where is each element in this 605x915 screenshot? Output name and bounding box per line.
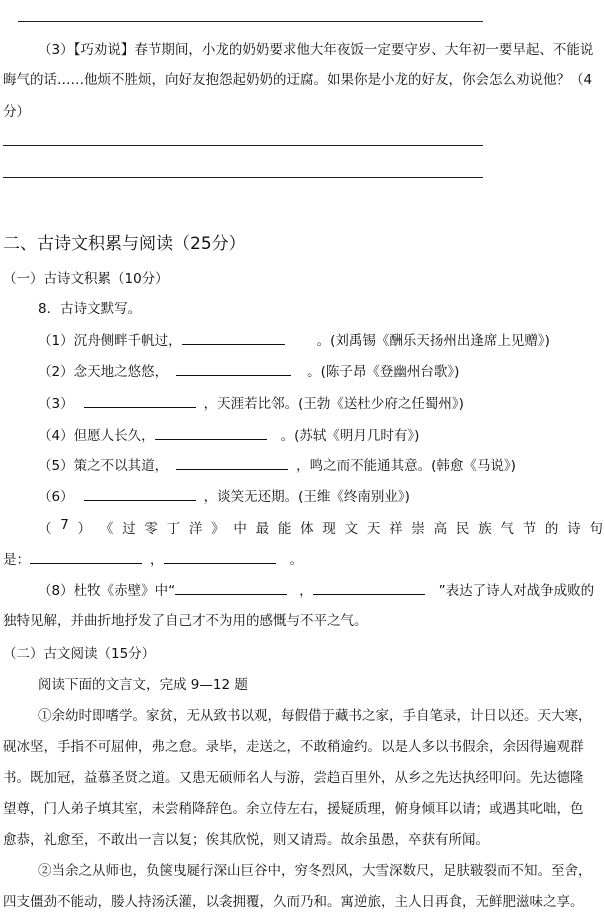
q3-line3: 分） bbox=[3, 104, 30, 120]
dictation-item-7-line1: （ 7 ） 《 过 零 丁 洋 》 中 最 能 体 现 文 天 祥 崇 高 民 族 气 节 的 诗 句 bbox=[38, 517, 603, 537]
classical-text-p1-l3: 书。既加冠，益慕圣贤之道。又患无硕师名人与游，尝趋百里外，从乡之先达执经叩问。先达德隆 bbox=[3, 770, 584, 786]
answer-blank[interactable] bbox=[176, 455, 288, 470]
classical-text-p1-l1: ①余幼时即嗜学。家贫，无从致书以观，每假借于藏书之家，手自笔录，计日以还。天大寒， bbox=[38, 708, 592, 724]
dictation-item-8-line2: 独特见解，并曲折地抒发了自己才不为用的感慨与不平之气。 bbox=[3, 613, 368, 629]
dictation-item-7-line2: 是： ， 。 bbox=[3, 548, 303, 568]
classical-text-p1-l4: 望尊，门人弟子填其室，未尝稍降辞色。余立侍左右，援疑质理，俯身倾耳以请；或遇其叱咄，色 bbox=[3, 801, 584, 817]
answer-blank[interactable] bbox=[84, 393, 196, 408]
dictation-item-6: （6） ，谈笑无还期。(王维《终南别业》) bbox=[38, 485, 410, 505]
dictation-item-1: （1）沉舟侧畔千帆过， 。(刘禹锡《酬乐天扬州出逢席上见赠》) bbox=[38, 329, 550, 349]
answer-blank[interactable] bbox=[176, 361, 291, 376]
answer-blank[interactable] bbox=[155, 425, 267, 440]
dictation-item-4: （4）但愿人长久， 。(苏轼《明月几时有》) bbox=[38, 424, 419, 444]
section2-title: 二、古诗文积累与阅读（25分） bbox=[3, 234, 246, 254]
classical-text-p1-l2: 砚冰坚，手指不可屈伸，弗之怠。录毕，走送之，不敢稍逾约。以是人多以书假余，余因得遍观群 bbox=[3, 739, 584, 755]
part2-heading: （二）古文阅读（15分） bbox=[3, 646, 156, 662]
dictation-item-5: （5）策之不以其道， ，鸣之而不能通其意。(韩愈《马说》) bbox=[38, 454, 516, 474]
q3-line2: 晦气的话……他烦不胜烦，向好友抱怨起奶奶的迂腐。如果你是小龙的好友，你会怎么劝说他？（4 bbox=[3, 72, 593, 88]
classical-text-p1-l5: 愈恭，礼愈至，不敢出一言以复；俟其欣悦，则又请焉。故余虽愚，卒获有所闻。 bbox=[3, 832, 489, 848]
dictation-item-3: （3） ，天涯若比邻。(王勃《送杜少府之任蜀州》) bbox=[38, 392, 464, 412]
q3-line1: （3）【巧劝说】春节期间，小龙的奶奶要求他大年夜饭一定要守岁、大年初一要早起、不能说 bbox=[38, 42, 594, 58]
reading-intro: 阅读下面的文言文，完成 9—12 题 bbox=[38, 677, 248, 693]
answer-line-2 bbox=[3, 177, 483, 178]
answer-line-top bbox=[18, 21, 483, 22]
part1-heading: （一）古诗文积累（10分） bbox=[3, 271, 169, 287]
answer-blank[interactable] bbox=[182, 330, 285, 345]
answer-blank[interactable] bbox=[30, 549, 142, 564]
dictation-item-8-line1: （8）杜牧《赤壁》中“ ， ”表达了诗人对战争成败的 bbox=[38, 579, 594, 599]
answer-blank[interactable] bbox=[164, 549, 276, 564]
answer-line-1 bbox=[3, 145, 483, 146]
classical-text-p2-l1: ②当余之从师也，负箧曳屣行深山巨谷中，穷冬烈风，大雪深数尺，足肤皲裂而不知。至舍， bbox=[38, 863, 592, 879]
classical-text-p2-l2: 四支僵劲不能动，媵人持汤沃灌，以衾拥覆，久而乃和。寓逆旅，主人日再食，无鲜肥滋味之享。 bbox=[3, 894, 584, 910]
answer-blank[interactable] bbox=[84, 486, 196, 501]
q8-heading: 8．古诗文默写。 bbox=[38, 301, 142, 317]
answer-blank[interactable] bbox=[175, 580, 287, 595]
answer-blank[interactable] bbox=[313, 580, 425, 595]
dictation-item-2: （2）念天地之悠悠， 。(陈子昂《登幽州台歌》) bbox=[38, 360, 459, 380]
